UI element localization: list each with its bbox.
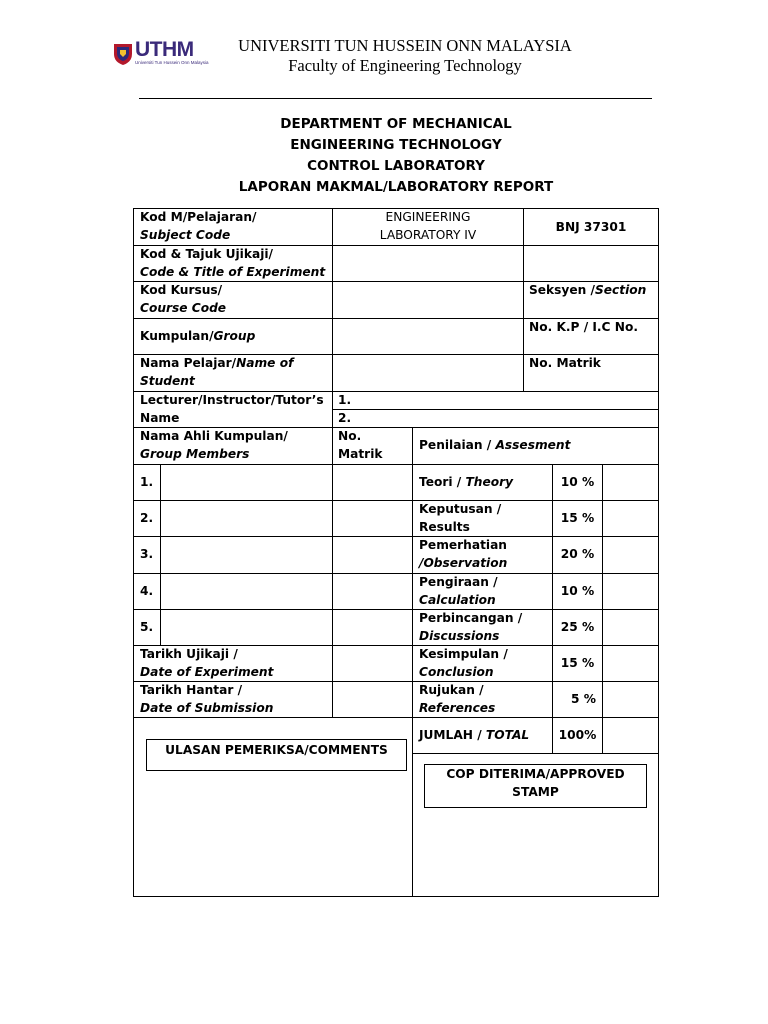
assessment-header: Penilaian / Assesment bbox=[419, 438, 571, 452]
logo-tagline: Universiti Tun Hussein Onn Malaysia bbox=[135, 60, 209, 65]
student-name-label: Nama Pelajar/Name of Student bbox=[140, 356, 294, 388]
lecturer-name-label: Lecturer/Instructor/Tutor’s Name bbox=[140, 393, 324, 425]
experiment-label: Kod & Tajuk Ujikaji/ Code & Title of Experiment bbox=[140, 247, 326, 279]
subject-code-value: BNJ 37301 bbox=[555, 220, 627, 234]
weight-calculation: 10 % bbox=[560, 584, 595, 598]
member-row-1: 1. bbox=[140, 475, 154, 489]
group-members-label: Nama Ahli Kumpulan/ Group Members bbox=[140, 429, 288, 461]
section-label: Seksyen /Section bbox=[529, 283, 647, 297]
date-submission-label: Tarikh Hantar / Date of Submission bbox=[140, 683, 274, 715]
faculty-name: Faculty of Engineering Technology bbox=[288, 56, 522, 75]
assessment-conclusion: Kesimpulan / Conclusion bbox=[419, 647, 508, 679]
group-label: Kumpulan/Group bbox=[140, 329, 256, 343]
uthm-logo bbox=[113, 38, 209, 70]
weight-conclusion: 15 % bbox=[560, 656, 595, 670]
assessment-calculation: Pengiraan / Calculation bbox=[419, 575, 498, 607]
weight-observation: 20 % bbox=[560, 547, 595, 561]
course-code-label: Kod Kursus/ Course Code bbox=[140, 283, 227, 315]
subject-code-label: Kod M/Pelajaran/ Subject Code bbox=[140, 210, 257, 242]
member-row-3: 3. bbox=[140, 547, 154, 561]
report-form-table bbox=[133, 208, 659, 897]
assessment-observation: Pemerhatian /Observation bbox=[419, 538, 508, 570]
assessment-references: Rujukan / References bbox=[419, 683, 496, 715]
total-weight: 100% bbox=[558, 728, 597, 742]
title-report: LAPORAN MAKMAL/LABORATORY REPORT bbox=[238, 179, 554, 195]
title-lab: CONTROL LABORATORY bbox=[307, 158, 485, 174]
uthm-crest-icon bbox=[113, 42, 133, 66]
lecturer-slot-1: 1. bbox=[338, 393, 352, 407]
matric-number-label: No. Matrik bbox=[529, 356, 601, 370]
weight-results: 15 % bbox=[560, 511, 595, 525]
logo-wordmark: UTHM bbox=[135, 38, 194, 61]
subject-name: ENGINEERING LABORATORY IV bbox=[379, 210, 477, 242]
assessment-results: Keputusan / Results bbox=[419, 502, 502, 534]
date-experiment-label: Tarikh Ujikaji / Date of Experiment bbox=[140, 647, 274, 679]
weight-discussions: 25 % bbox=[560, 620, 595, 634]
member-row-5: 5. bbox=[140, 620, 154, 634]
assessment-discussions: Perbincangan / Discussions bbox=[419, 611, 523, 643]
title-department: DEPARTMENT OF MECHANICAL bbox=[280, 116, 512, 132]
total-label: JUMLAH / TOTAL bbox=[419, 728, 530, 742]
weight-references: 5 % bbox=[571, 692, 596, 706]
ic-number-label: No. K.P / I.C No. bbox=[529, 320, 638, 334]
header-divider bbox=[139, 98, 652, 99]
weight-theory: 10 % bbox=[560, 475, 595, 489]
comments-box: ULASAN PEMERIKSA/COMMENTS bbox=[146, 739, 407, 771]
assessment-theory: Teori / Theory bbox=[419, 475, 514, 489]
approved-stamp-box: COP DITERIMA/APPROVED STAMP bbox=[424, 764, 647, 808]
lecturer-slot-2: 2. bbox=[338, 411, 352, 425]
member-row-4: 4. bbox=[140, 584, 154, 598]
members-matric-label: No. Matrik bbox=[338, 429, 383, 461]
title-program: ENGINEERING TECHNOLOGY bbox=[290, 137, 502, 153]
member-row-2: 2. bbox=[140, 511, 154, 525]
university-name: UNIVERSITI TUN HUSSEIN ONN MALAYSIA bbox=[238, 36, 572, 55]
